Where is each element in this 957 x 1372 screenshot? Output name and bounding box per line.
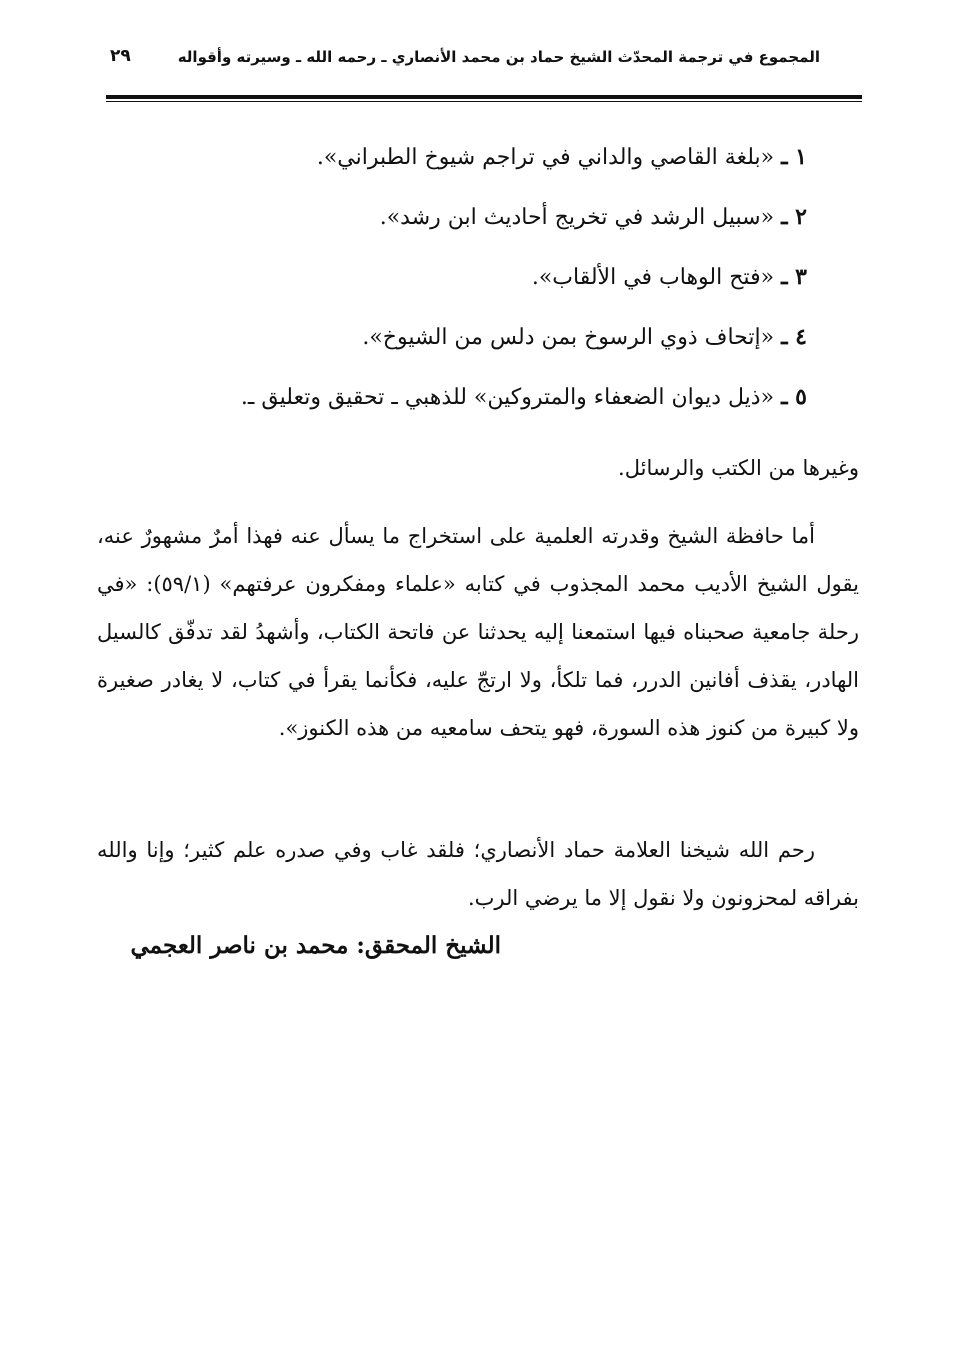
works-list xyxy=(147,132,807,432)
item-text: «بلغة القاصي والداني في تراجم شيوخ الطبراني». xyxy=(316,145,775,170)
item-text: «إتحاف ذوي الرسوخ بمن دلس من الشيوخ». xyxy=(362,325,775,350)
paragraph-eulogy: رحم الله شيخنا العلامة حماد الأنصاري؛ فلقد غاب وفي صدره علم كثير؛ وإنا والله بفراقه لمحزونون ولا نقول إلا ما يرضي الرب. xyxy=(97,838,859,910)
works-list-item xyxy=(147,372,807,432)
works-list-item xyxy=(147,252,807,312)
paragraph-memory: أما حافظة الشيخ وقدرته العلمية على استخراج ما يسأل عنه فهذا أمرٌ مشهورٌ عنه، يقول الشيخ الأديب محمد المجذوب في كتابه «علماء ومفكرون عرفتهم» (٥٩/١): «في رحلة جامعية صحبناه فيها استمعنا إليه يحدثنا عن فاتحة الكتاب، وأشهدُ لقد تدفّق كالسيل الهادر، يقذف أفانين الدرر، فما تلكأ، ولا ارتجّ عليه، فكأنما يقرأ في كتاب، لا يغادر صغيرة ولا كبيرة من كنوز هذه السورة، فهو يتحف سامعيه من هذه الكنوز». xyxy=(97,524,860,740)
item-number: ٣ ـ xyxy=(781,264,807,290)
item-text: «فتح الوهاب في الألقاب». xyxy=(531,265,775,290)
header-title: المجموع في ترجمة المحدّث الشيخ حماد بن محمد الأنصاري ـ رحمه الله ـ وسيرته وأقواله xyxy=(177,48,820,66)
author-signature: الشيخ المحقق: محمد بن ناصر العجمي xyxy=(130,932,501,959)
item-text: «ذيل ديوان الضعفاء والمتروكين» للذهبي ـ تحقيق وتعليق ـ. xyxy=(240,385,775,410)
item-number: ٢ ـ xyxy=(781,204,807,230)
item-number: ٤ ـ xyxy=(781,324,807,350)
works-list-item xyxy=(147,132,807,192)
page-number: ٢٩ xyxy=(110,46,131,66)
item-number: ٥ ـ xyxy=(781,384,807,410)
works-list-item xyxy=(147,312,807,372)
works-list-item xyxy=(147,192,807,252)
header-rule-thin xyxy=(106,101,862,102)
item-text: «سبيل الرشد في تخريج أحاديث ابن رشد». xyxy=(379,205,775,230)
running-header xyxy=(100,44,820,80)
item-number: ١ ـ xyxy=(781,144,807,170)
paragraph-others: وغيرها من الكتب والرسائل. xyxy=(618,456,859,480)
header-rule-thick xyxy=(106,95,862,99)
